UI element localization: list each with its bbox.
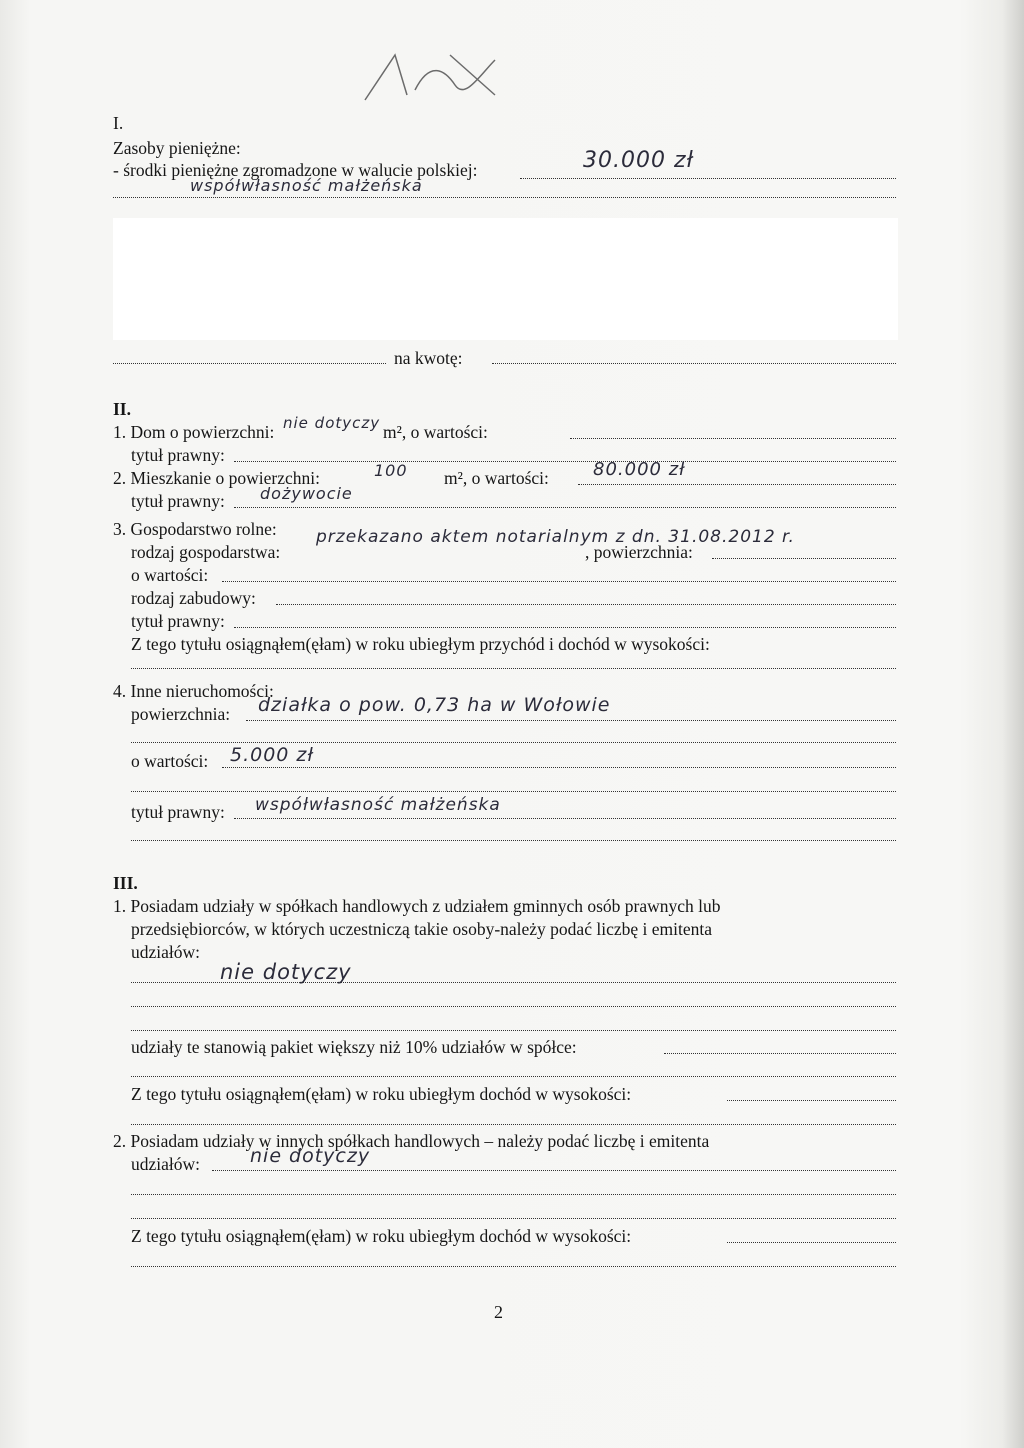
rodzaj-zabudowy-label: rodzaj zabudowy: bbox=[131, 588, 256, 608]
gospodarstwo-label: 3. Gospodarstwo rolne: bbox=[113, 519, 277, 539]
p2-dots-3 bbox=[131, 1218, 896, 1219]
inne-powierzchnia-label: powierzchnia: bbox=[131, 704, 231, 724]
o-wartosci-dots bbox=[222, 581, 896, 582]
kwota-dots-right bbox=[492, 363, 896, 364]
p1-dots-1 bbox=[131, 982, 896, 983]
p2-line2: udziałów: bbox=[131, 1154, 201, 1174]
dom-m2: m², o wartości: bbox=[383, 422, 488, 442]
inne-wartosci-label: o wartości: bbox=[131, 751, 209, 771]
srodki-label: - środki pieniężne zgromadzone w walucie polskiej: bbox=[113, 160, 478, 180]
section-i-heading: I. bbox=[113, 113, 124, 133]
dochod-dots bbox=[727, 1100, 896, 1101]
pakiet-dots-2 bbox=[131, 1076, 896, 1077]
dom-label: 1. Dom o powierzchni: bbox=[113, 422, 275, 442]
inne-tytul-dots bbox=[234, 818, 896, 819]
p1-dots-2 bbox=[131, 1006, 896, 1007]
o-wartosci-label: o wartości: bbox=[131, 565, 209, 585]
p1-line3: udziałów: bbox=[131, 942, 201, 962]
p2-dochod-dots bbox=[727, 1242, 896, 1243]
powierzchnia-label: , powierzchnia: bbox=[585, 542, 693, 562]
signature-scribble bbox=[355, 40, 515, 120]
dom-hw: nie dotyczy bbox=[283, 414, 381, 432]
section-ii-heading: II. bbox=[113, 399, 131, 419]
inne-value-dots bbox=[222, 767, 896, 768]
mieszkanie-m2: m², o wartości: bbox=[444, 468, 549, 488]
zabudowa-dots bbox=[276, 604, 896, 605]
gospodarstwo-hw: przekazano aktem notarialnym z dn. 31.08.2012 r. bbox=[316, 527, 795, 547]
p2-nie-dotyczy-hw: nie dotyczy bbox=[250, 1145, 371, 1167]
przychod-label: Z tego tytułu osiągnąłem(ęłam) w roku ubiegłym przychód i dochód w wysokości: bbox=[131, 634, 710, 654]
mieszkanie-label: 2. Mieszkanie o powierzchni: bbox=[113, 468, 321, 488]
inne-area-dots bbox=[246, 720, 896, 721]
inne-tytul-hw: współwłasność małżeńska bbox=[255, 795, 501, 815]
p2-dots-2 bbox=[131, 1194, 896, 1195]
wspolwlasnosc-hw: współwłasność małżeńska bbox=[190, 176, 423, 195]
na-kwote-label: na kwotę: bbox=[394, 348, 463, 368]
p1-nie-dotyczy-hw: nie dotyczy bbox=[220, 960, 352, 984]
p1-line2: przedsiębiorców, w których uczestniczą takie osoby-należy podać liczbę i emitenta bbox=[131, 919, 712, 939]
inne-value-dots-2 bbox=[131, 791, 896, 792]
rodzaj-gospodarstwa-label: rodzaj gospodarstwa: bbox=[131, 542, 281, 562]
inne-tytul-label: tytuł prawny: bbox=[131, 802, 225, 822]
gosp-tytul-dots bbox=[234, 627, 896, 628]
dochod-label: Z tego tytułu osiągnąłem(ęłam) w roku ubiegłym dochód w wysokości: bbox=[131, 1084, 632, 1104]
p2-dochod-label: Z tego tytułu osiągnąłem(ęłam) w roku ubiegłym dochód w wysokości: bbox=[131, 1226, 632, 1246]
pakiet-dots bbox=[664, 1053, 896, 1054]
redaction-box bbox=[113, 218, 898, 340]
page-edge-shadow bbox=[1002, 0, 1024, 1448]
p1-line1: 1. Posiadam udziały w spółkach handlowych z udziałem gminnych osób prawnych lub bbox=[113, 896, 721, 916]
dochod-dots-2 bbox=[131, 1124, 896, 1125]
inne-value-hw: 5.000 zł bbox=[230, 744, 314, 766]
srodki-amount-hw: 30.000 zł bbox=[583, 148, 694, 173]
mieszkanie-tytul-hw: dożywocie bbox=[260, 484, 353, 503]
dom-tytul-dots bbox=[234, 461, 896, 462]
mieszkanie-value-hw: 80.000 zł bbox=[593, 459, 686, 480]
inne-label: 4. Inne nieruchomości: bbox=[113, 681, 274, 701]
przychod-dots bbox=[131, 668, 896, 669]
pakiet-label: udziały te stanowią pakiet większy niż 10% udziałów w spółce: bbox=[131, 1037, 577, 1057]
page-number: 2 bbox=[494, 1302, 503, 1322]
mieszkanie-tytul-label: tytuł prawny: bbox=[131, 491, 225, 511]
powierzchnia-dots bbox=[712, 558, 896, 559]
inne-area-dots-2 bbox=[131, 742, 896, 743]
inne-tytul-dots-2 bbox=[131, 840, 896, 841]
inne-area-hw: działka o pow. 0,73 ha w Wołowie bbox=[258, 694, 611, 716]
section-iii-heading: III. bbox=[113, 873, 138, 893]
p2-line1: 2. Posiadam udziały w innych spółkach handlowych – należy podać liczbę i emitenta bbox=[113, 1131, 710, 1151]
zasoby-label: Zasoby pieniężne: bbox=[113, 138, 241, 158]
dom-dots bbox=[570, 438, 896, 439]
srodki-dots-2 bbox=[113, 197, 896, 198]
mieszkanie-tytul-dots bbox=[234, 507, 896, 508]
mieszkanie-dots bbox=[578, 484, 896, 485]
p2-dochod-dots-2 bbox=[131, 1266, 896, 1267]
dom-tytul-label: tytuł prawny: bbox=[131, 445, 225, 465]
kwota-dots-left bbox=[113, 363, 386, 364]
gosp-tytul-label: tytuł prawny: bbox=[131, 611, 225, 631]
srodki-dots bbox=[520, 178, 896, 179]
mieszkanie-area-hw: 100 bbox=[374, 461, 408, 480]
p2-dots bbox=[212, 1170, 896, 1171]
p1-dots-3 bbox=[131, 1030, 896, 1031]
